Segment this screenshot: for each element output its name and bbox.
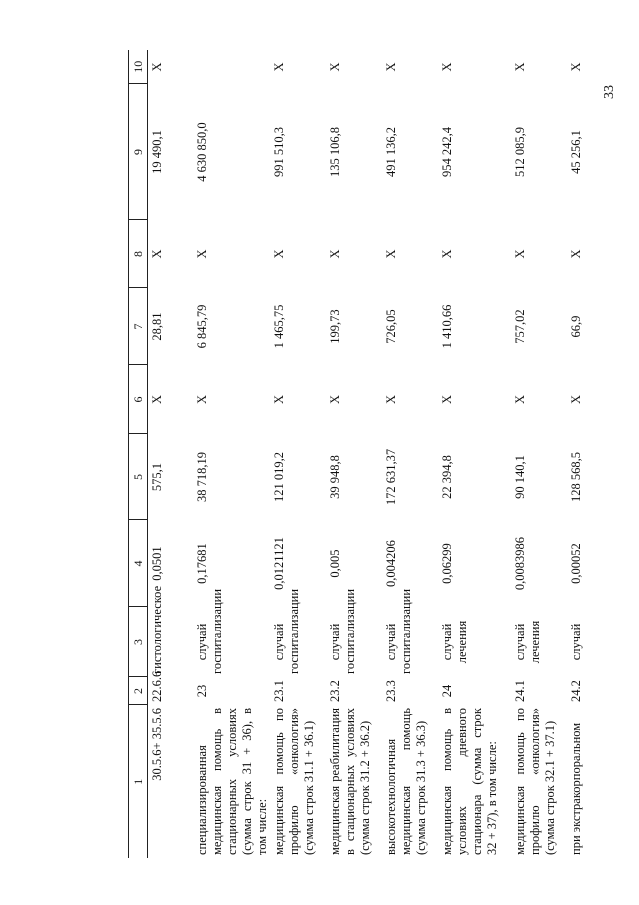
cell-col5: 38 718,19 [195,452,209,502]
row-unit: случай госпитализации [328,588,357,674]
cell-col8: Х [195,249,209,259]
cell-col4: 0,0121121 [272,537,286,590]
table-row [193,50,270,858]
table-row [438,50,511,858]
cell-col4: 0,0083986 [513,536,527,591]
cell-col4: 0,17681 [195,543,209,584]
cell-col8: Х [384,249,398,259]
cell-col5: 128 568,5 [569,452,583,502]
row-code: 23.3 [384,680,398,702]
cell-col4: 0,005 [328,549,342,578]
row-unit: гистологическое [150,585,164,674]
column-header: 4 [129,520,148,607]
cell-col5: 172 631,37 [384,448,398,506]
cell-col9: 512 085,9 [513,127,527,177]
cell-col4: 0,004206 [384,540,398,587]
cell-col6: Х [569,394,583,405]
data-table [128,50,599,858]
cell-col10: Х [272,62,286,72]
cell-col9: 45 256,1 [569,130,583,174]
cell-col6: Х [384,394,398,405]
cell-col5: 39 948,8 [328,455,342,499]
cell-col9: 954 242,4 [440,127,454,177]
cell-col4: 0,0501 [150,546,164,581]
row-unit: случай лечения [440,620,469,664]
row-name: 30.5.6+ 35.5.6 [150,708,164,781]
row-code: 24.1 [513,680,527,702]
cell-col7: 6 845,79 [195,304,209,349]
row-name: медицинская реабилитация в стационарных условиях (сумма строк 31.2 + 36.2) [328,708,372,855]
cell-col8: Х [328,249,342,259]
cell-col8: Х [513,249,527,259]
cell-col8: Х [150,249,164,259]
row-code: 24.2 [569,680,583,702]
cell-col7: 199,73 [328,309,342,344]
cell-col6: Х [440,394,454,405]
table-row [511,50,567,858]
cell-col5: 90 140,1 [513,455,527,499]
cell-col10: Х [328,62,342,72]
row-code: 24 [440,684,454,698]
row-name: высокотехнологичная медицинская помощь (сумма строк 31.3 + 36.3) [384,708,428,855]
cell-col5: 575,1 [150,462,164,492]
cell-col8: Х [440,249,454,259]
column-header: 2 [129,677,148,705]
row-name: медицинская помощь по профилю «онкология» (сумма строк 31.1 + 36.1) [272,708,316,855]
cell-col10: Х [384,62,398,72]
column-header: 1 [129,705,148,858]
table-header-row [129,50,148,858]
row-name: специализированная медицинская помощь в стационарных условиях (сумма строк 31 + 36), в том числе: [195,708,269,855]
cell-col6: Х [272,394,286,405]
cell-col10 [193,50,270,84]
cell-col7: 1 465,75 [272,304,286,349]
cell-col10: Х [150,62,164,72]
cell-col10: Х [569,62,583,72]
row-code: 22.6.6 [150,670,164,702]
row-code: 23.1 [272,680,286,702]
cell-col5: 22 394,8 [440,455,454,499]
cell-col4: 0,06299 [440,543,454,584]
table-row [326,50,382,858]
column-header: 10 [129,50,148,84]
rotated-page-content [128,50,628,858]
cell-col6: Х [328,394,342,405]
row-name: медицинская помощь по профилю «онкология» (сумма строк 32.1 + 37.1) [513,708,557,855]
cell-col9: 991 510,3 [272,127,286,177]
cell-col8: Х [569,249,583,259]
page-number: 33 [602,85,617,99]
column-header: 6 [129,365,148,434]
cell-col4: 0,00052 [569,543,583,584]
table-row [270,50,326,858]
row-unit: случай госпитализации [272,588,301,674]
cell-col9: 4 630 850,0 [195,122,209,182]
cell-col8: Х [272,249,286,259]
row-unit: случай госпитализации [384,588,413,674]
cell-col9: 491 136,2 [384,127,398,177]
row-unit: случай лечения [513,620,542,664]
cell-col6: Х [195,394,209,405]
column-header: 9 [129,84,148,220]
cell-col7: 1 410,66 [440,304,454,349]
cell-col9: 135 106,8 [328,127,342,177]
row-code: 23.2 [328,680,342,702]
row-name: при экстракорпоральном [569,722,583,855]
cell-col7: 757,02 [513,309,527,344]
cell-col10: Х [440,62,454,72]
row-code: 23 [195,684,209,698]
row-unit: случай [569,623,583,661]
cell-col7: 66,9 [569,315,583,338]
column-header: 7 [129,288,148,365]
row-name: медицинская помощь в условиях дневного стационара (сумма строк 32 + 37), в том числе: [440,708,499,855]
table-row [382,50,438,858]
column-header: 5 [129,434,148,520]
table-row [148,50,194,858]
cell-col7: 726,05 [384,309,398,344]
cell-col6: Х [150,394,164,405]
cell-col10: Х [513,62,527,72]
cell-col9: 19 490,1 [150,130,164,174]
row-unit: случай госпитализации [195,588,224,674]
table-row [567,50,599,858]
column-header: 8 [129,220,148,288]
column-header: 3 [129,607,148,677]
cell-col6: Х [513,394,527,405]
cell-col5: 121 019,2 [272,452,286,502]
cell-col7: 28,81 [150,312,164,341]
